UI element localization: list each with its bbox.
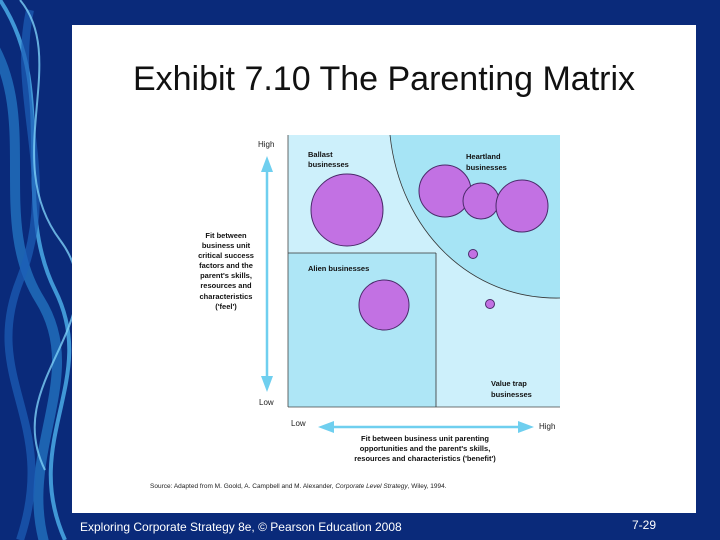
y-axis-description [198,231,254,311]
x-axis-low-label: Low [291,419,306,428]
source-suffix: , Wiley, 1994. [407,483,447,490]
y-axis-low-label: Low [259,398,274,407]
x-axis-label-line: resources and characteristics ('benefit') [354,454,496,463]
y-axis-label-line: business unit [201,241,251,250]
y-axis-label-line: parent's skills, [200,271,252,280]
heartland-label-line: businesses [466,163,507,172]
slide-title: Exhibit 7.10 The Parenting Matrix [132,60,636,98]
y-axis-label-line: factors and the [199,261,253,270]
small-bubble-2 [486,300,495,309]
source-prefix: Source: Adapted from M. Goold, A. Campbell and M. Alexander, [150,483,336,490]
value-trap-label-line: Value trap [491,379,527,388]
x-axis-arrowhead-right [518,421,534,433]
y-axis-label-line: characteristics [199,292,253,301]
x-axis-high-label: High [539,422,556,431]
source-citation [150,483,447,490]
ballast-bubble [311,174,383,246]
y-axis-label-line: critical success [198,251,254,260]
small-bubble-1 [469,250,478,259]
source-title: Corporate Level Strategy [335,483,408,490]
heartland-bubble-1 [419,165,471,217]
heartland-bubble-2 [463,183,499,219]
ballast-label-line: businesses [308,160,349,169]
alien-label: Alien businesses [308,264,370,273]
x-axis-label-line: opportunities and the parent's skills, [359,444,491,453]
region-alien-bg [288,253,436,407]
x-axis-arrowhead-left [318,421,334,433]
x-axis-label-line: Fit between business unit parenting [361,434,489,443]
value-trap-label-line: businesses [491,390,532,399]
page-number: 7-29 [632,518,657,532]
alien-bubble [359,280,409,330]
y-axis-label-line: ('feel') [215,302,237,311]
x-axis-description [354,434,496,463]
y-axis-arrowhead-up [261,156,273,172]
ballast-label-line: Ballast [308,150,333,159]
y-axis-label-line: Fit between [205,231,247,240]
heartland-bubble-3 [496,180,548,232]
y-axis-label-line: resources and [200,281,252,290]
footer-copyright: Exploring Corporate Strategy 8e, © Pearson Education 2008 [80,520,402,534]
y-axis-high-label: High [258,140,275,149]
heartland-label-line: Heartland [466,152,501,161]
y-axis-arrowhead-down [261,376,273,392]
